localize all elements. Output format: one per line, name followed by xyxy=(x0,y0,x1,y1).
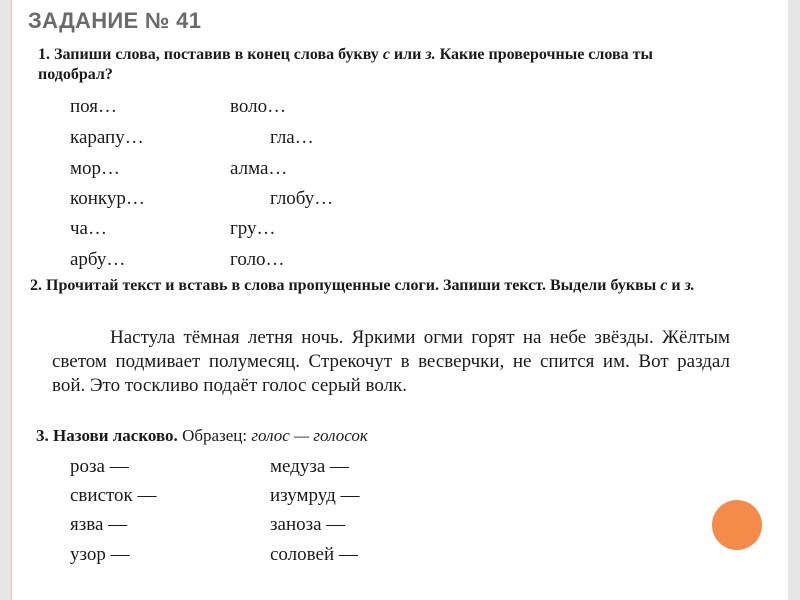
task-3-word: медуза — xyxy=(270,456,350,477)
task-3-word: роза — xyxy=(70,456,129,477)
task-1-word: воло… xyxy=(230,96,287,117)
task-3-word: узор — xyxy=(70,544,130,565)
task-3-word: язва — xyxy=(70,514,128,535)
task-1-number: 1. xyxy=(38,46,50,63)
task-3-word: заноза — xyxy=(270,514,346,535)
page-title: ЗАДАНИЕ № 41 xyxy=(28,8,202,33)
task-2-letter-z: з. xyxy=(684,277,695,294)
task-1-word: мор… xyxy=(70,158,121,179)
task-1-or: или xyxy=(393,46,422,63)
decorative-circle xyxy=(712,500,762,550)
task-3-example-label: Образец: xyxy=(182,426,248,445)
task-1-word: карапу… xyxy=(70,127,144,148)
task-2-and: и xyxy=(671,277,681,294)
task-3-word: свисток — xyxy=(70,485,157,506)
task-1-word: поя… xyxy=(70,96,118,117)
task-1-text-after: Какие проверочные слова ты подобрал? xyxy=(38,46,653,83)
task-1-word: конкур… xyxy=(70,188,145,209)
task-1-text-before: Запиши слова, поставив в конец слова букву xyxy=(54,46,379,63)
task-2-text: Прочитай текст и вставь в слова пропущенные слоги. Запиши текст. Выдели буквы xyxy=(46,277,657,294)
task-1-word: гру… xyxy=(230,218,276,239)
task-3-number: 3. xyxy=(36,426,49,445)
task-2-number: 2. xyxy=(30,277,42,294)
slide xyxy=(12,0,788,600)
task-1-instruction xyxy=(38,45,688,85)
task-1-word: гла… xyxy=(270,127,314,148)
task-1-word: голо… xyxy=(230,249,285,270)
task-1-word: глобу… xyxy=(270,188,334,209)
task-1-word: арбу… xyxy=(70,249,126,270)
task-1-letter-z: з. xyxy=(425,46,436,63)
task-1-letter-s: с xyxy=(382,46,390,63)
task-2-letter-s: с xyxy=(660,277,668,294)
task-2-instruction xyxy=(30,276,730,296)
task-1-word: ча… xyxy=(70,218,107,239)
task-1-word: алма… xyxy=(230,158,288,179)
task-3-instruction xyxy=(36,426,736,446)
task-3-word: изумруд — xyxy=(270,485,360,506)
task-3-bold-label: Назови ласково. xyxy=(53,426,178,445)
task-3-word: соловей — xyxy=(270,544,358,565)
task-3-example-value: голос — голосок xyxy=(251,426,368,445)
task-2-paragraph: Настула тёмная летня ночь. Яркими огми горят на небе звёзды. Жёлтым светом подмивает полумесяц. Стрекочут в весверчки, не спится им. Вот раздал вой. Это тоскливо подаёт голос серый волк. xyxy=(52,327,730,396)
